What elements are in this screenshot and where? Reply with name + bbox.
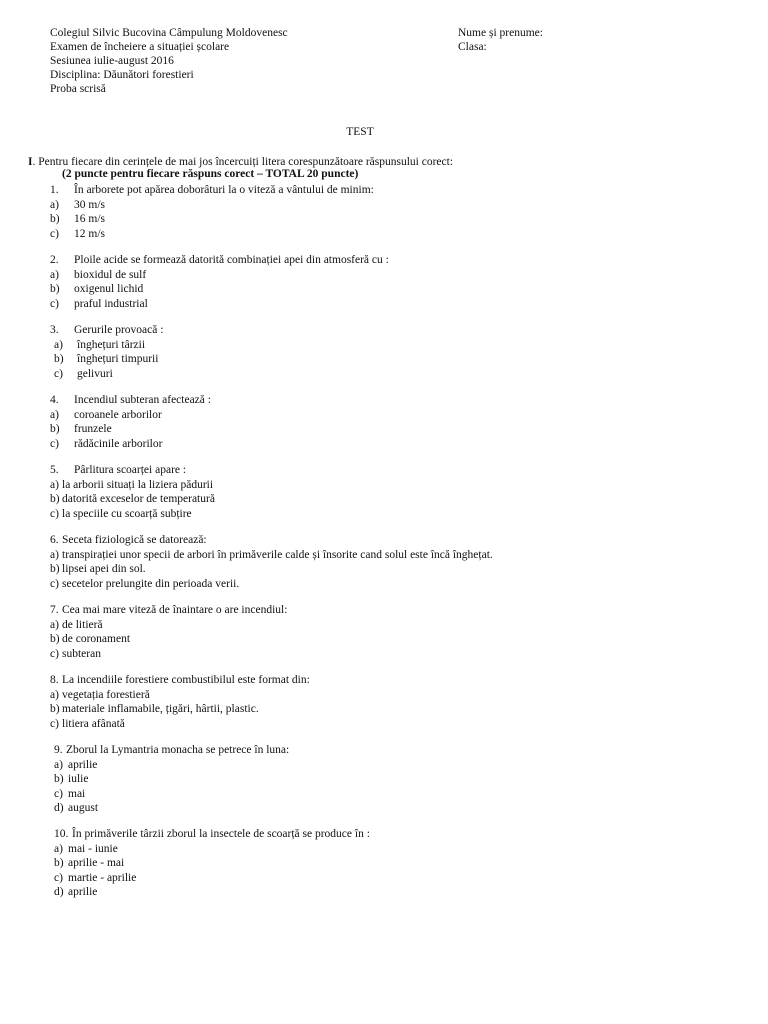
option-text: martie - aprilie: [68, 871, 137, 884]
header-name-label: Nume și prenume:: [458, 27, 543, 39]
test-title: TEST: [346, 126, 374, 138]
option-letter[interactable]: c): [54, 367, 63, 380]
option-letter[interactable]: c): [50, 647, 59, 660]
question-number: 8.: [50, 674, 59, 686]
option-text: aprilie: [68, 886, 98, 898]
option-text: secetelor prelungite din perioada verii.: [62, 577, 240, 590]
option-text: înghețuri timpurii: [77, 353, 159, 365]
option-letter[interactable]: c): [50, 227, 59, 240]
question-number: 5.: [50, 464, 59, 476]
question-number: 9.: [54, 744, 63, 756]
header-exam: Examen de încheiere a situației școlare: [50, 41, 230, 53]
option-text: aprilie - mai: [68, 857, 125, 869]
option-text: coroanele arborilor: [74, 408, 162, 421]
question-number: 4.: [50, 394, 59, 406]
option-text: frunzele: [74, 423, 112, 435]
option-letter[interactable]: b): [50, 633, 60, 645]
option-text: la speciile cu scoarță subțire: [62, 507, 192, 520]
option-letter[interactable]: a): [54, 842, 63, 855]
option-text: lipsei apei din sol.: [62, 563, 146, 575]
header-discipline: Disciplina: Dăunători forestieri: [50, 69, 194, 81]
option-text: mai - iunie: [68, 842, 118, 855]
option-letter[interactable]: a): [50, 688, 59, 701]
question-text: Incendiul subteran afectează :: [74, 394, 211, 406]
option-letter[interactable]: c): [50, 507, 59, 520]
option-text: rădăcinile arborilor: [74, 437, 163, 450]
question-text: La incendiile forestiere combustibilul este format din:: [62, 674, 310, 686]
section-points: (2 puncte pentru fiecare răspuns corect – TOTAL 20 puncte): [62, 168, 359, 180]
option-letter[interactable]: a): [50, 548, 59, 561]
option-text: litiera afânată: [62, 717, 125, 730]
header-session: Sesiunea iulie-august 2016: [50, 55, 174, 67]
option-text: datorită exceselor de temperatură: [62, 493, 215, 505]
option-letter[interactable]: b): [50, 703, 60, 715]
header-school-info: [50, 26, 288, 96]
header-class-label: Clasa:: [458, 41, 487, 53]
question-number: 3.: [50, 324, 59, 336]
option-text: bioxidul de sulf: [74, 268, 147, 281]
option-letter[interactable]: b): [50, 213, 60, 225]
option-text: transpirației unor specii de arbori în primăverile calde și însorite cand solul este încă înghețat.: [62, 548, 493, 561]
option-text: materiale inflamabile, țigări, hârtii, plastic.: [62, 703, 259, 715]
option-letter[interactable]: b): [50, 283, 60, 295]
option-letter[interactable]: c): [54, 871, 63, 884]
question-text: Seceta fiziologică se datorează:: [62, 534, 207, 546]
option-letter[interactable]: c): [50, 297, 59, 310]
question-number: 7.: [50, 604, 59, 616]
option-letter[interactable]: b): [50, 563, 60, 575]
section-roman: I: [28, 156, 33, 168]
option-letter[interactable]: a): [50, 408, 59, 421]
option-letter[interactable]: c): [50, 717, 59, 730]
header-school: Colegiul Silvic Bucovina Câmpulung Moldovenesc: [50, 27, 288, 39]
option-letter[interactable]: a): [54, 758, 63, 771]
option-text: subteran: [62, 647, 101, 660]
option-letter[interactable]: b): [54, 353, 64, 365]
question-number: 2.: [50, 254, 59, 266]
section-instruction-text: . Pentru fiecare din cerințele de mai jos încercuiți litera corespunzătoare răspunsului corect:: [32, 156, 454, 168]
option-letter[interactable]: c): [50, 437, 59, 450]
question-number: 1.: [50, 184, 59, 196]
option-letter[interactable]: b): [50, 423, 60, 435]
option-text: vegetația forestieră: [62, 688, 150, 701]
section-instruction: [28, 155, 453, 169]
option-letter[interactable]: a): [54, 338, 63, 351]
option-text: august: [68, 802, 99, 814]
option-letter[interactable]: a): [50, 478, 59, 491]
header-test-type: Proba scrisă: [50, 83, 106, 95]
question-text: În primăverile târzii zborul la insectele de scoarță se produce în :: [72, 828, 370, 840]
header-student-info: [458, 26, 543, 54]
question-number: 6.: [50, 534, 59, 546]
option-text: înghețuri târzii: [77, 338, 146, 351]
option-text: iulie: [68, 773, 89, 785]
question-text: Gerurile provoacă :: [74, 324, 164, 336]
option-letter[interactable]: a): [50, 198, 59, 211]
question-text: Ploile acide se formează datorită combinației apei din atmosferă cu :: [74, 254, 389, 266]
option-letter[interactable]: b): [54, 773, 64, 785]
option-letter[interactable]: d): [54, 886, 64, 898]
option-text: mai: [68, 787, 86, 800]
option-letter[interactable]: c): [50, 577, 59, 590]
option-text: de coronament: [62, 633, 131, 645]
option-text: oxigenul lichid: [74, 283, 144, 295]
option-letter[interactable]: c): [54, 787, 63, 800]
question-text: Cea mai mare viteză de înaintare o are incendiul:: [62, 604, 288, 616]
option-letter[interactable]: d): [54, 802, 64, 814]
question-text: Pârlitura scoarței apare :: [74, 464, 187, 476]
option-text: praful industrial: [74, 297, 148, 310]
option-text: la arborii situați la liziera pădurii: [62, 478, 214, 491]
option-letter[interactable]: b): [54, 857, 64, 869]
question-number: 10.: [54, 828, 69, 840]
option-text: aprilie: [68, 758, 98, 771]
option-text: 30 m/s: [74, 198, 105, 211]
option-text: gelivuri: [77, 367, 113, 380]
option-letter[interactable]: b): [50, 493, 60, 505]
option-text: 12 m/s: [74, 227, 105, 240]
option-text: 16 m/s: [74, 213, 105, 225]
option-letter[interactable]: a): [50, 618, 59, 631]
option-letter[interactable]: a): [50, 268, 59, 281]
question-text: În arborete pot apărea doborâturi la o viteză a vântului de minim:: [74, 184, 374, 196]
question-text: Zborul la Lymantria monacha se petrece în luna:: [66, 744, 290, 756]
option-text: de litieră: [62, 618, 103, 631]
